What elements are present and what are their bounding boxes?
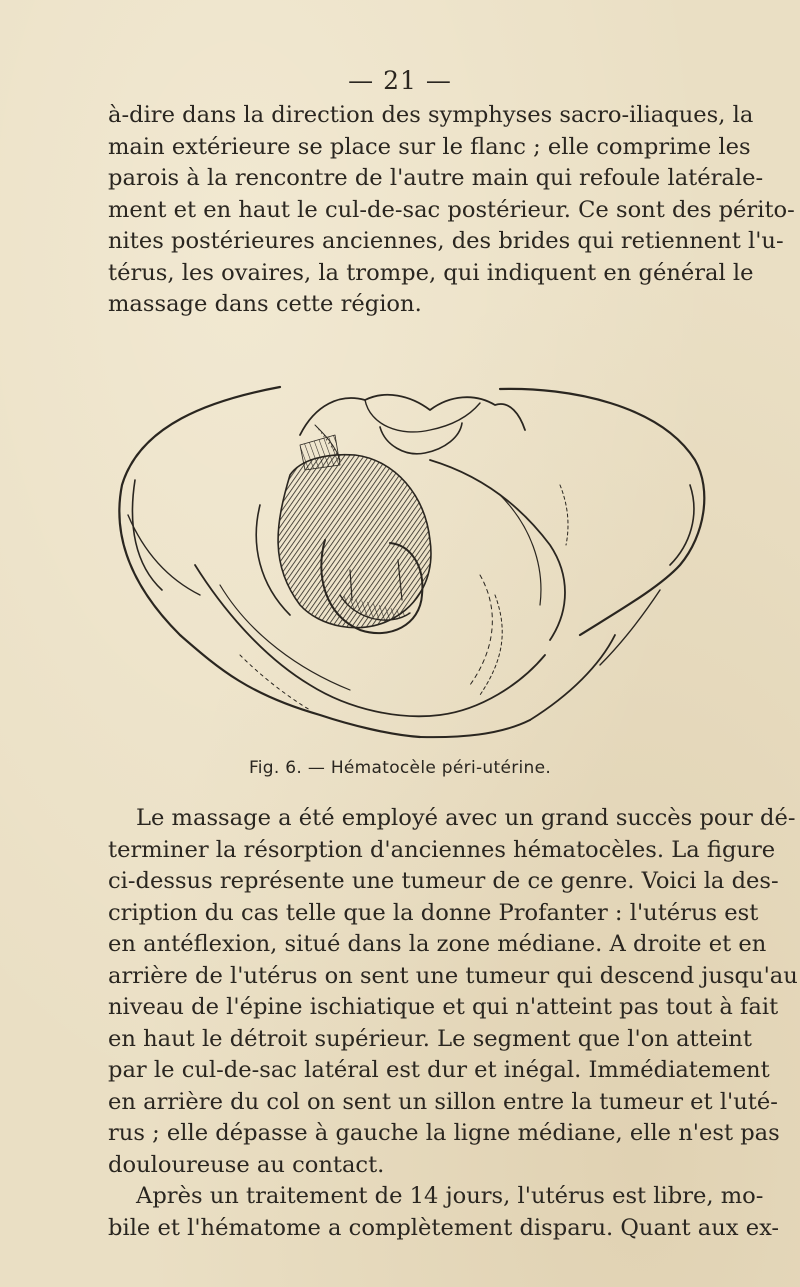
figure-caption: Fig. 6. — Hématocèle péri-utérine.	[248, 758, 552, 778]
text-line: en arrière du col on sent un sillon entre la tumeur et l'uté-	[108, 1088, 778, 1115]
text-line: rus ; elle dépasse à gauche la ligne médiane, elle n'est pas	[108, 1120, 780, 1146]
text-line: parois à la rencontre de l'autre main qui refoule latérale-	[108, 165, 764, 191]
text-line: nites postérieures anciennes, des brides qui retiennent l'u-	[108, 228, 784, 254]
text-line: en haut le détroit supérieur. Le segment que l'on atteint	[108, 1025, 752, 1052]
text-line: à-dire dans la direction des symphyses sacro-iliaques, la	[108, 102, 754, 128]
text-line: douloureuse au contact.	[108, 1151, 385, 1178]
text-line: ci-dessus représente une tumeur de ce genre. Voici la des-	[108, 868, 779, 894]
text-line: par le cul-de-sac latéral est dur et inégal. Immédiatement	[108, 1057, 770, 1083]
paragraph-1	[108, 100, 795, 321]
text-line: bile et l'hématome a complètement disparu. Quant aux ex-	[108, 1214, 780, 1241]
text-line: massage dans cette région.	[108, 291, 422, 317]
figure-illustration	[100, 365, 720, 755]
text-line: main extérieure se place sur le flanc ; elle comprime les	[108, 133, 751, 160]
text-line: cription du cas telle que la donne Profanter : l'utérus est	[108, 899, 759, 926]
text-line: Après un traitement de 14 jours, l'utérus est libre, mo-	[136, 1183, 764, 1209]
pelvis-illustration	[100, 365, 720, 755]
page-number: — 21 —	[348, 66, 452, 95]
text-line: arrière de l'utérus on sent une tumeur qui descend jusqu'au	[108, 962, 798, 989]
text-line: Le massage a été employé avec un grand succès pour dé-	[136, 805, 796, 831]
paragraph-2	[108, 803, 798, 1244]
text-line: térus, les ovaires, la trompe, qui indiquent en général le	[108, 259, 754, 286]
text-line: niveau de l'épine ischiatique et qui n'atteint pas tout à fait	[108, 994, 779, 1020]
text-line: ment et en haut le cul-de-sac postérieur. Ce sont des périto-	[108, 196, 795, 223]
text-line: terminer la résorption d'anciennes hématocèles. La figure	[108, 836, 776, 863]
text-line: en antéflexion, situé dans la zone médiane. A droite et en	[108, 931, 767, 957]
